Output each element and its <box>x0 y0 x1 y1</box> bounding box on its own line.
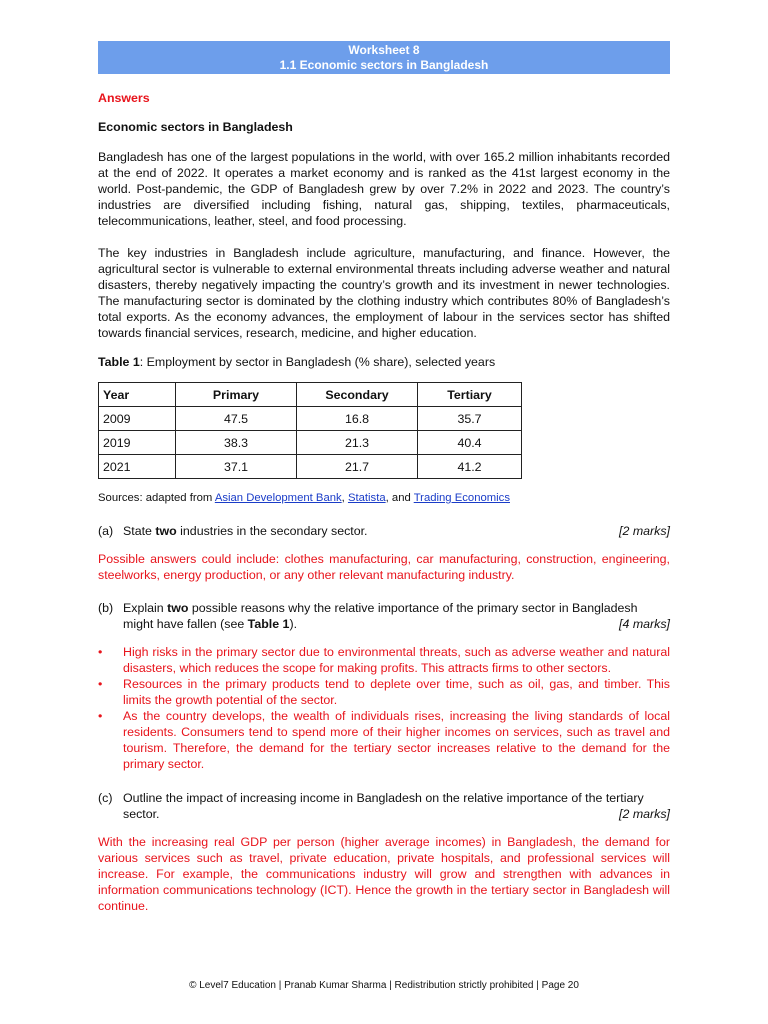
question-b <box>98 600 670 632</box>
source-link-adb[interactable]: Asian Development Bank <box>214 492 342 504</box>
table-cell: 37.1 <box>176 455 297 479</box>
question-a-marks: [2 marks] <box>619 524 670 538</box>
table-cell: 2021 <box>99 455 176 479</box>
question-c-marks: [2 marks] <box>619 807 670 821</box>
question-c-text: Outline the impact of increasing income in Bangladesh on the relative importance of the tertiary <box>123 791 644 805</box>
question-c <box>98 790 670 822</box>
table-cell: 21.7 <box>297 455 418 479</box>
question-c-label: (c) <box>98 791 113 805</box>
table-caption <box>98 354 670 370</box>
source-link-statista[interactable]: Statista <box>347 492 386 504</box>
industries-paragraph: The key industries in Bangladesh include agriculture, manufacturing, and finance. However, the agricultural sector is vulnerable to external environmental threats including adverse weather and natural disasters, thereby negatively impacting the country’s growth and its investment in newer technologies. The manufacturing sector is dominated by the clothing industry which contributes 80% of Bangladesh’s total exports. As the economy advances, the employment of labour in the services sector has shifted towards financial services, research, medicine, and higher education. <box>98 246 670 340</box>
answers-heading: Answers <box>98 91 150 105</box>
answer-c: With the increasing real GDP per person (higher average incomes) in Bangladesh, the demand for various services such as travel, private education, private hospitals, and professional services will increase. For example, the communications industry will grow and strengthen with advances in information communications technology (ICT). Hence the growth in the tertiary sector in Bangladesh will continue. <box>98 835 670 913</box>
table-row <box>99 455 522 479</box>
table-row <box>99 407 522 431</box>
worksheet-topic: 1.1 Economic sectors in Bangladesh <box>279 57 489 72</box>
table-cell: 41.2 <box>418 455 522 479</box>
answer-b-list <box>98 644 670 772</box>
sources-line: Sources: adapted from Asian Development Bank, Statista, and Trading Economics <box>98 492 510 504</box>
question-a-text: State two industries in the secondary sector. <box>123 524 368 538</box>
answer-a: Possible answers could include: clothes manufacturing, car manufacturing, construction, engineering, steelworks, energy production, or any other relevant manufacturing industry. <box>98 552 670 582</box>
question-a <box>98 523 670 539</box>
table-header-primary: Primary <box>176 383 297 407</box>
question-c-text-line2: sector. <box>123 807 160 821</box>
table-cell: 38.3 <box>176 431 297 455</box>
list-item: • High risks in the primary sector due to environmental threats, such as adverse weather and natural disasters, which reduces the scope for making profits. This attracts firms to other sectors. <box>98 644 670 676</box>
question-a-label: (a) <box>98 524 114 538</box>
employment-table <box>98 382 522 479</box>
table-cell: 40.4 <box>418 431 522 455</box>
worksheet-page <box>98 41 670 914</box>
table-header-row <box>99 383 522 407</box>
list-item: • As the country develops, the wealth of individuals rises, increasing the living standards of local residents. Consumers tend to spend more of their higher incomes on services, such as travel and tourism. Therefore, the demand for the tertiary sector increases relative to the demand for the primary sector. <box>98 708 670 772</box>
question-b-text: Explain two possible reasons why the relative importance of the primary sector in Bangladesh <box>123 601 638 615</box>
list-item: • Resources in the primary products tend to deplete over time, such as oil, gas, and timber. This limits the growth potential of the sector. <box>98 676 670 708</box>
page-footer: © Level7 Education | Pranab Kumar Sharma | Redistribution strictly prohibited | Page 20 <box>189 980 579 991</box>
worksheet-header-banner <box>98 41 670 74</box>
question-b-marks: [4 marks] <box>619 617 670 631</box>
table-cell: 2019 <box>99 431 176 455</box>
table-caption-text: : Employment by sector in Bangladesh (% share), selected years <box>139 355 496 369</box>
table-cell: 2009 <box>99 407 176 431</box>
table-cell: 21.3 <box>297 431 418 455</box>
table-header-tertiary: Tertiary <box>418 383 522 407</box>
table-header-year: Year <box>99 383 176 407</box>
table-row <box>99 431 522 455</box>
table-cell: 47.5 <box>176 407 297 431</box>
section-title: Economic sectors in Bangladesh <box>98 120 293 134</box>
question-b-label: (b) <box>98 601 114 615</box>
intro-paragraph: Bangladesh has one of the largest populations in the world, with over 165.2 million inhabitants recorded at the end of 2022. It operates a market economy and is ranked as the 41st largest economy in the world. Post-pandemic, the GDP of Bangladesh grew by over 7.2% in 2022 and 2023. The country’s industries are diversified including fishing, natural gas, shipping, textiles, pharmaceuticals, telecommunications, leather, steel, and food processing. <box>98 150 670 228</box>
worksheet-number: Worksheet 8 <box>348 43 420 57</box>
question-b-text-line2: might have fallen (see Table 1). <box>123 617 298 631</box>
table-cell: 35.7 <box>418 407 522 431</box>
table-header-secondary: Secondary <box>297 383 418 407</box>
table-cell: 16.8 <box>297 407 418 431</box>
source-link-trading-economics[interactable]: Trading Economics <box>413 492 510 504</box>
sources-prefix: Sources: adapted from <box>98 492 215 504</box>
table-caption-label: Table 1 <box>98 355 140 369</box>
